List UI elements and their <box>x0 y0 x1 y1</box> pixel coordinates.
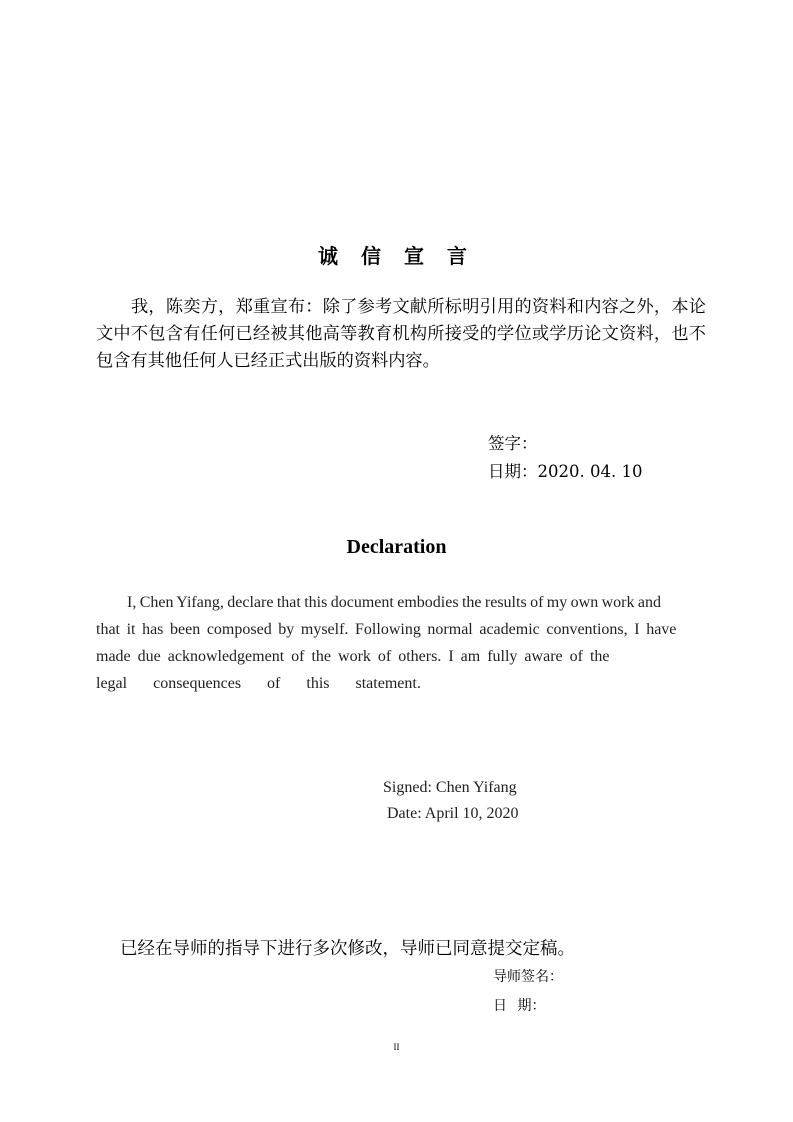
integrity-statement-title: 诚 信 宣 言 <box>318 244 475 268</box>
declaration-line: I, Chen Yifang, declare that this document embodies the results of my own work and <box>127 594 661 611</box>
declaration-line: made due acknowledgement of the work of others. I am fully aware of the <box>96 648 610 665</box>
advisor-date-label: 日 期： <box>493 998 546 1014</box>
declaration-body <box>96 589 696 697</box>
declaration-line: that it has been composed by myself. Following normal academic conventions, I have <box>96 621 677 638</box>
page-number: II <box>393 1042 400 1052</box>
advisor-approval-statement: 已经在导师的指导下进行多次修改，导师已同意提交定稿。 <box>120 939 575 959</box>
declaration-signed: Signed: Chen Yifang <box>383 779 517 796</box>
statement-date: 日期：2020. 04. 10 <box>488 462 643 481</box>
declaration-line: legal consequences of this statement. <box>96 675 421 692</box>
signature-label: 签字： <box>488 434 538 453</box>
integrity-statement-body: 我，陈奕方，郑重宣布：除了参考文献所标明引用的资料和内容之外，本论文中不包含有任何已经被其他高等教育机构所接受的学位或学历论文资料，也不包含有其他任何人已经正式出版的资料内容。 <box>96 297 706 371</box>
advisor-signature-label: 导师签名： <box>493 969 563 985</box>
declaration-title: Declaration <box>346 536 447 558</box>
declaration-date: Date: April 10, 2020 <box>387 805 519 822</box>
